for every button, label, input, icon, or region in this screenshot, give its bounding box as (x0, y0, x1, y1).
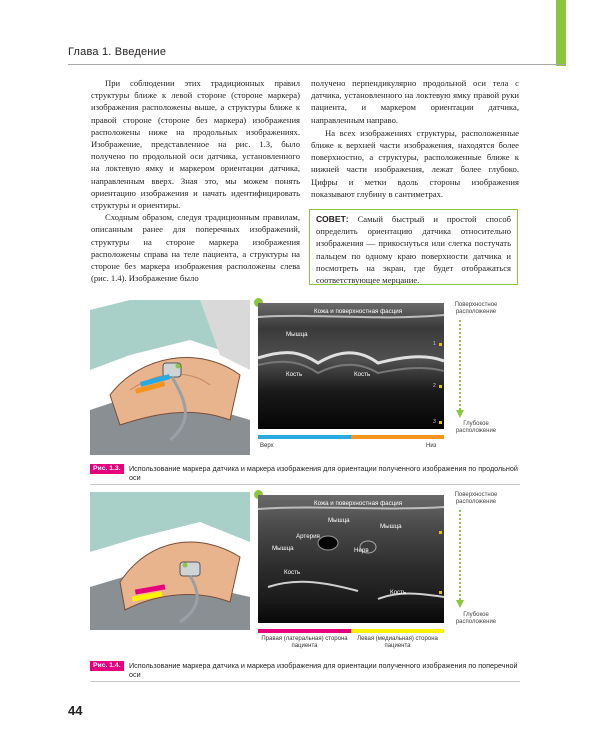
figure-1-3 (90, 300, 520, 460)
header-rule (68, 64, 566, 65)
orientation-bar-left-side (351, 629, 444, 633)
figure-tag: Рис. 1.3. (90, 464, 124, 474)
chapter-color-tab (556, 0, 566, 66)
depth-tick (439, 421, 442, 424)
depth-tick (439, 531, 442, 534)
right-column (311, 77, 519, 200)
us-label-bone-right: Кость (390, 589, 407, 596)
chapter-title: Глава 1. Введение (68, 46, 167, 58)
us-label-muscle-right: Мышца (380, 523, 402, 530)
superficial-label: Поверхностное расположение (454, 492, 498, 505)
depth-tick (439, 385, 442, 388)
orientation-bar-bottom (351, 435, 444, 439)
us-label-muscle-top: Мышца (328, 517, 350, 524)
bar-label-left-side: Левая (медиальная) сторона пациента (357, 636, 438, 649)
us-label-muscle-left: Мышца (272, 545, 294, 552)
caption-text: Использование маркера датчика и маркера изображения для ориентации полученного изображения по продольной оси (129, 464, 518, 482)
deep-label: Глубокое расположение (455, 612, 497, 625)
us-label-bone-left: Кость (284, 569, 301, 576)
left-paragraph-2: Сходным образом, следуя традиционным правилам, описанным ранее для поперечных изображений, структуры на стороне маркера изображения расположены справа на теле пациента, а структуры на стороне без маркера изображения расположены слева (рис. 1.4). Изображение было (91, 212, 300, 284)
figure-1-4 (90, 492, 520, 657)
right-paragraph-1: получено перпендикулярно продольной оси тела с датчика, установленного на локтевую ямку правой руки пациента, и маркером ориентации датчика, направленным направо. (311, 78, 519, 125)
us-label-muscle: Мышца (286, 331, 308, 338)
depth-scale-2: 2 (433, 383, 436, 389)
caption-rule (90, 484, 520, 485)
tip-label: СОВЕТ: (316, 214, 349, 224)
us-label-artery: Артерия (296, 533, 320, 540)
orientation-bar-top (258, 435, 351, 439)
depth-scale-3: 3 (433, 419, 436, 425)
bar-label-top: Верх (260, 443, 274, 449)
bar-label-bottom: Низ (426, 443, 437, 449)
left-column (91, 77, 300, 284)
us-label-bone-2: Кость (354, 371, 371, 378)
tip-text: Самый быстрый и простой способ определить ориентацию датчика относительно изображения — прикоснуться или слегка постучать пальцем по одному краю поверхности датчика и посмотреть на экран, где будет отображаться соответствующее мерцание. (316, 214, 511, 286)
deep-label: Глубокое расположение (455, 421, 497, 434)
caption-text: Использование маркера датчика и маркера изображения для ориентации полученного изображения по поперечной оси (129, 661, 518, 679)
superficial-label: Поверхностное расположение (454, 302, 498, 315)
right-paragraph-2: На всех изображениях структуры, расположенные ближе к верхней части изображения, находятся более поверхностно, а структуры, расположенные ближе к нижней части изображения, лежат более глубоко. Цифры и метки вдоль стороны изображения показывают глубину в сантиметрах. (311, 127, 519, 199)
depth-arrow (456, 510, 470, 610)
depth-scale-1: 1 (433, 341, 436, 347)
longitudinal-ultrasound-image (258, 303, 444, 429)
us-label-bone-1: Кость (286, 371, 303, 378)
transverse-probe-illustration (90, 492, 250, 630)
us-label-nerve: Нерв (354, 547, 369, 554)
us-label-skin: Кожа и поверхностная фасция (314, 308, 403, 315)
bar-label-right-side: Правая (латеральная) сторона пациента (261, 636, 348, 649)
page-number: 44 (68, 703, 83, 718)
tip-box (309, 209, 518, 285)
depth-tick (439, 591, 442, 594)
left-paragraph-1: При соблюдении этих традиционных правил структуры ближе к левой стороне (стороне маркера) изображения расположены выше, а структуры ближе к правой стороне (стороне без маркера) изображения расположены ниже на продольных изображениях. Изображение, представленное на рис. 1.3, было получено по продольной оси датчика, установленного на локтевую ямку и маркером ориентации датчика, направленным вверх. Зная это, мы можем понять ориентацию изображения и начать идентифицировать структуры и ориентиры. (91, 78, 300, 211)
figure-tag: Рис. 1.4. (90, 661, 124, 671)
depth-tick (439, 343, 442, 346)
depth-arrow (456, 320, 470, 420)
longitudinal-probe-illustration (90, 300, 250, 455)
caption-rule (90, 681, 520, 682)
orientation-bar-right-side (258, 629, 351, 633)
transverse-ultrasound-image (258, 495, 444, 623)
us-label-skin: Кожа и поверхностная фасция (314, 500, 403, 507)
